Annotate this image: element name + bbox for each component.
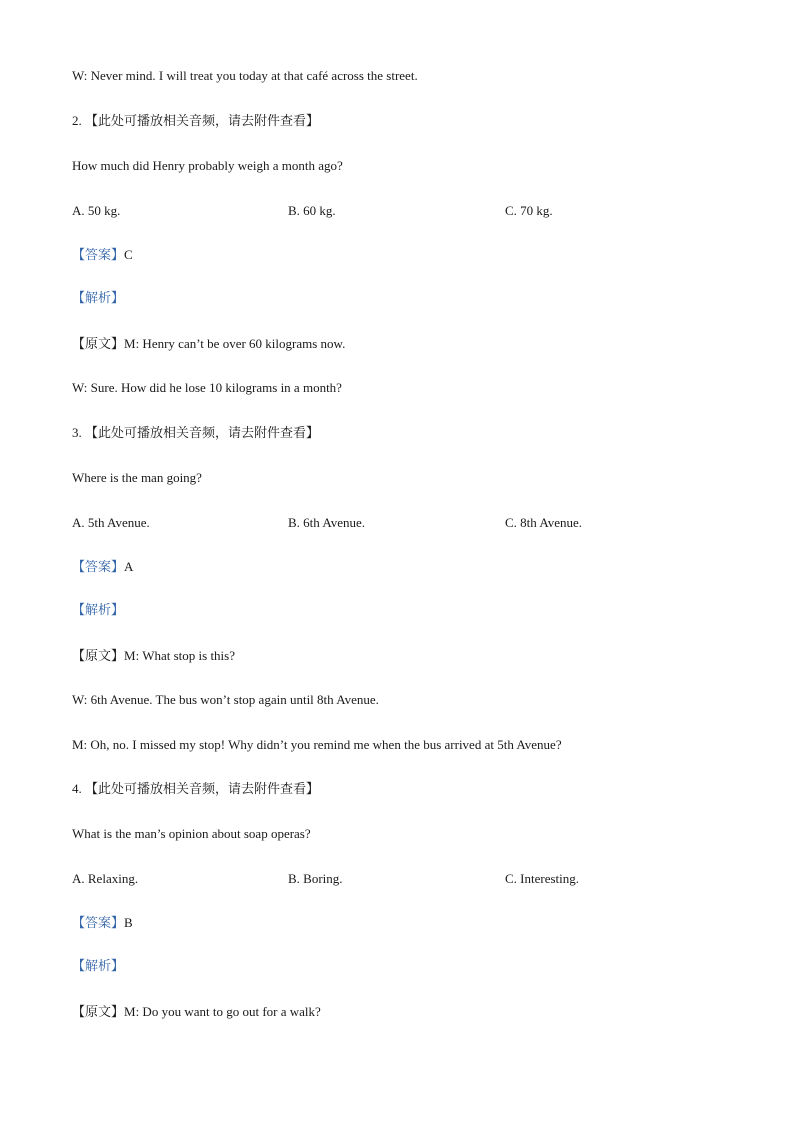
question-header-4	[72, 780, 319, 799]
transcript-line	[72, 335, 345, 354]
option-b: B. Boring.	[288, 871, 343, 886]
transcript-label: 【原文】	[72, 337, 125, 352]
answer-label: 【答案】	[72, 248, 125, 263]
analysis-label: 【解析】	[72, 959, 125, 974]
option-c: C. 8th Avenue.	[505, 515, 583, 530]
transcript-text: M: Do you want to go out for a walk?	[124, 1004, 321, 1019]
answer-line	[72, 246, 133, 265]
transcript-label: 【原文】	[72, 649, 125, 664]
option-b: B. 6th Avenue.	[288, 515, 366, 530]
option-a: A. 5th Avenue.	[72, 515, 150, 530]
option-c: C. Interesting.	[505, 871, 580, 886]
option-b: B. 60 kg.	[288, 203, 336, 218]
question-header-3	[72, 424, 319, 443]
option-a: A. 50 kg.	[72, 203, 121, 218]
answer-line	[72, 558, 133, 577]
transcript-line	[72, 1003, 321, 1022]
answer-value: B	[124, 915, 133, 930]
transcript-text: M: What stop is this?	[124, 648, 235, 663]
dialogue-line: W: Never mind. I will treat you today at that café across the street.	[72, 68, 418, 83]
transcript-text: M: Henry can’t be over 60 kilograms now.	[124, 336, 346, 351]
audio-note: 【此处可播放相关音频，请去附件查看】	[85, 782, 320, 797]
analysis-label: 【解析】	[72, 291, 125, 306]
audio-note: 【此处可播放相关音频，请去附件查看】	[85, 114, 320, 129]
answer-value: C	[124, 247, 133, 262]
transcript-line	[72, 647, 235, 666]
question-text-2: How much did Henry probably weigh a month ago?	[72, 158, 343, 173]
transcript-line: M: Oh, no. I missed my stop! Why didn’t you remind me when the bus arrived at 5th Avenue?	[72, 737, 562, 752]
question-text-3: Where is the man going?	[72, 470, 202, 485]
analysis-label: 【解析】	[72, 603, 125, 618]
answer-label: 【答案】	[72, 560, 125, 575]
question-header-2	[72, 112, 319, 131]
question-number: 3.	[72, 425, 82, 440]
answer-value: A	[124, 559, 134, 574]
question-number: 2.	[72, 113, 82, 128]
answer-line	[72, 914, 133, 933]
audio-note: 【此处可播放相关音频，请去附件查看】	[85, 426, 320, 441]
transcript-line: W: Sure. How did he lose 10 kilograms in a month?	[72, 380, 342, 395]
question-number: 4.	[72, 781, 82, 796]
option-c: C. 70 kg.	[505, 203, 553, 218]
transcript-label: 【原文】	[72, 1005, 125, 1020]
answer-label: 【答案】	[72, 916, 125, 931]
question-text-4: What is the man’s opinion about soap operas?	[72, 826, 311, 841]
option-a: A. Relaxing.	[72, 871, 139, 886]
transcript-line: W: 6th Avenue. The bus won’t stop again until 8th Avenue.	[72, 692, 379, 707]
